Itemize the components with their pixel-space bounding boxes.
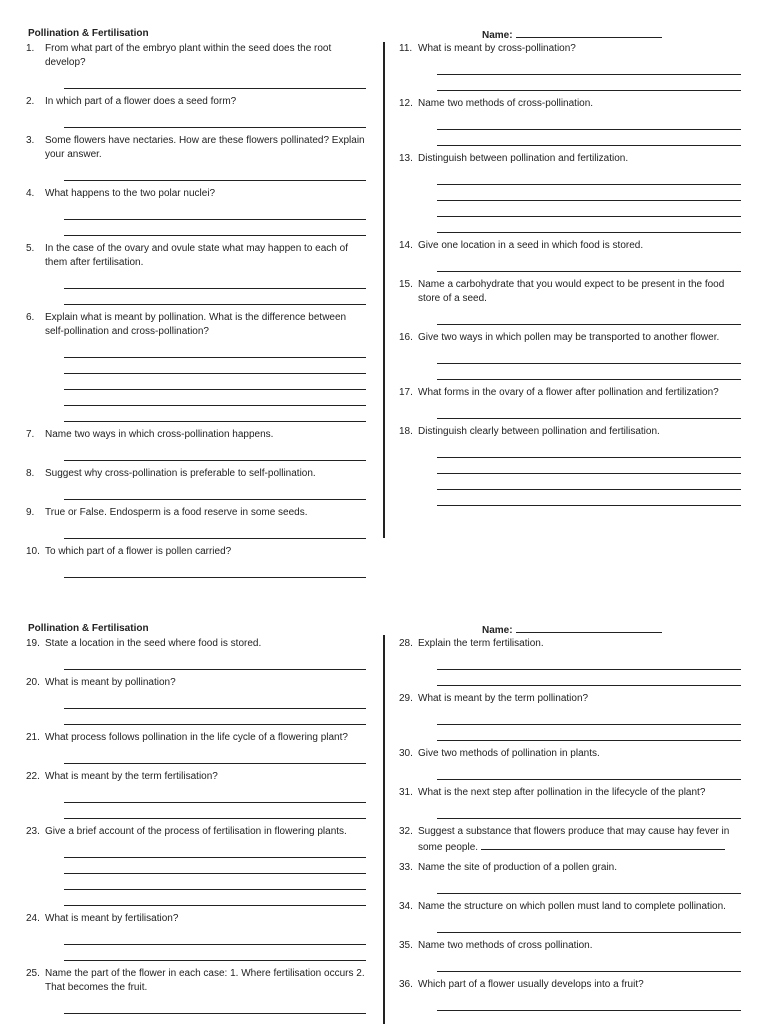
answer-line[interactable]: [64, 995, 366, 1014]
question-text: Suggest why cross-pollination is preferable to self-pollination.: [45, 468, 316, 479]
question-text: Name a carbohydrate that you would expect to be present in the food store of a seed.: [418, 279, 725, 304]
answer-line[interactable]: [64, 220, 366, 236]
question-number: 18.: [399, 426, 413, 437]
question-item: [26, 912, 366, 961]
question-item: [399, 386, 741, 419]
question-item: [399, 239, 741, 272]
question-text: To which part of a flower is pollen carried?: [45, 546, 232, 557]
question-number: 5.: [26, 243, 35, 254]
question-item: [399, 425, 741, 506]
sheet-title: Pollination & Fertilisation: [28, 28, 149, 39]
question-number: 16.: [399, 332, 413, 343]
answer-line[interactable]: [64, 270, 366, 289]
question-number: 31.: [399, 787, 413, 798]
question-item: [399, 278, 741, 325]
answer-line[interactable]: [437, 474, 741, 490]
answer-line[interactable]: [437, 201, 741, 217]
answer-line[interactable]: [64, 745, 366, 764]
question-number: 25.: [26, 968, 40, 979]
question-text: Distinguish clearly between pollination and fertilisation.: [418, 426, 660, 437]
question-item: [399, 861, 741, 894]
answer-line[interactable]: [437, 400, 741, 419]
question-number: 24.: [26, 913, 40, 924]
question-item: [26, 967, 366, 1014]
question-number: 14.: [399, 240, 413, 251]
question-text: Name two methods of cross pollination.: [418, 940, 593, 951]
question-item: [399, 331, 741, 380]
question-number: 6.: [26, 312, 35, 323]
question-text: From what part of the embryo plant within the seed does the root develop?: [45, 43, 332, 68]
worksheet-sheet-2: [0, 595, 768, 1024]
question-text: Name two ways in which cross-pollination happens.: [45, 429, 274, 440]
answer-line[interactable]: [64, 690, 366, 709]
question-text: Distinguish between pollination and fertilization.: [418, 153, 629, 164]
question-number: 3.: [26, 135, 35, 146]
answer-line[interactable]: [64, 162, 366, 181]
question-item: [26, 545, 366, 578]
question-text: What is meant by the term fertilisation?: [45, 771, 218, 782]
question-number: 30.: [399, 748, 413, 759]
answer-line[interactable]: [437, 725, 741, 741]
answer-line[interactable]: [64, 289, 366, 305]
question-number: 22.: [26, 771, 40, 782]
question-number: 13.: [399, 153, 413, 164]
question-text: Give one location in a seed in which food is stored.: [418, 240, 644, 251]
question-text: Name two methods of cross-pollination.: [418, 98, 594, 109]
answer-line[interactable]: [437, 185, 741, 201]
question-text: What is meant by the term pollination?: [418, 693, 589, 704]
answer-line[interactable]: [64, 559, 366, 578]
answer-line[interactable]: [437, 953, 741, 972]
question-number: 15.: [399, 279, 413, 290]
name-label: Name:: [482, 30, 513, 41]
question-item: [26, 187, 366, 236]
question-text: Name the part of the flower in each case: 1. Where fertilisation occurs 2. That becomes the fruit.: [45, 968, 365, 993]
answer-line[interactable]: [64, 442, 366, 461]
answer-line[interactable]: [437, 458, 741, 474]
question-item: [399, 97, 741, 146]
answer-line[interactable]: [64, 784, 366, 803]
question-column-right: [399, 637, 741, 1017]
question-number: 17.: [399, 387, 413, 398]
question-item: [26, 311, 366, 422]
question-item: [26, 731, 366, 764]
name-field: [482, 622, 662, 638]
answer-line[interactable]: [64, 858, 366, 874]
question-item: [26, 428, 366, 461]
answer-line[interactable]: [64, 520, 366, 539]
question-text: Give two methods of pollination in plants.: [418, 748, 600, 759]
answer-line[interactable]: [64, 339, 366, 358]
question-text: What forms in the ovary of a flower after pollination and fertilization?: [418, 387, 719, 398]
answer-line[interactable]: [437, 111, 741, 130]
question-number: 7.: [26, 429, 35, 440]
answer-line[interactable]: [64, 839, 366, 858]
question-column-right: [399, 42, 741, 512]
question-item: [26, 467, 366, 500]
answer-line[interactable]: [64, 945, 366, 961]
question-number: 1.: [26, 43, 35, 54]
question-number: 4.: [26, 188, 35, 199]
name-blank-line[interactable]: [516, 622, 662, 633]
answer-line[interactable]: [64, 390, 366, 406]
answer-line[interactable]: [437, 56, 741, 75]
question-number: 8.: [26, 468, 35, 479]
answer-line[interactable]: [437, 166, 741, 185]
question-text: What is meant by fertilisation?: [45, 913, 179, 924]
question-number: 10.: [26, 546, 40, 557]
answer-line[interactable]: [437, 992, 741, 1011]
question-number: 9.: [26, 507, 35, 518]
question-item: [399, 939, 741, 972]
answer-line[interactable]: [64, 874, 366, 890]
question-item: [399, 978, 741, 1011]
question-column-left: [26, 42, 366, 584]
answer-line[interactable]: [64, 803, 366, 819]
question-item: [26, 770, 366, 819]
question-item: [26, 242, 366, 305]
answer-line[interactable]: [437, 253, 741, 272]
question-text: In which part of a flower does a seed form?: [45, 96, 237, 107]
question-text: Give a brief account of the process of fertilisation in flowering plants.: [45, 826, 347, 837]
question-column-left: [26, 637, 366, 1020]
question-number: 19.: [26, 638, 40, 649]
question-text: Explain the term fertilisation.: [418, 638, 544, 649]
question-item: [26, 42, 366, 89]
question-number: 11.: [399, 43, 413, 54]
answer-line[interactable]: [64, 358, 366, 374]
question-text: What happens to the two polar nuclei?: [45, 188, 216, 199]
name-label: Name:: [482, 625, 513, 636]
question-item: [26, 95, 366, 128]
answer-inline-blank[interactable]: [481, 839, 725, 850]
name-field: [482, 27, 662, 43]
question-text: Some flowers have nectaries. How are these flowers pollinated? Explain your answer.: [45, 135, 365, 160]
name-blank-line[interactable]: [516, 27, 662, 38]
question-item: [399, 747, 741, 780]
question-number: 28.: [399, 638, 413, 649]
answer-line[interactable]: [437, 130, 741, 146]
question-text: What is the next step after pollination in the lifecycle of the plant?: [418, 787, 706, 798]
answer-line[interactable]: [437, 490, 741, 506]
question-item: [26, 637, 366, 670]
answer-line[interactable]: [437, 651, 741, 670]
question-number: 33.: [399, 862, 413, 873]
question-number: 36.: [399, 979, 413, 990]
answer-line[interactable]: [437, 217, 741, 233]
question-item: [399, 637, 741, 686]
question-item: [399, 825, 741, 855]
answer-line[interactable]: [64, 406, 366, 422]
question-item: [399, 42, 741, 91]
question-text: Name the site of production of a pollen grain.: [418, 862, 618, 873]
question-text: In the case of the ovary and ovule state what may happen to each of them after fertilisation.: [45, 243, 348, 268]
question-item: [399, 152, 741, 233]
question-text: True or False. Endosperm is a food reserve in some seeds.: [45, 507, 308, 518]
question-text: What is meant by cross-pollination?: [418, 43, 576, 54]
answer-line[interactable]: [64, 890, 366, 906]
question-item: [399, 692, 741, 741]
question-number: 20.: [26, 677, 40, 688]
question-number: 35.: [399, 940, 413, 951]
answer-line[interactable]: [64, 109, 366, 128]
question-text: Name the structure on which pollen must land to complete pollination.: [418, 901, 726, 912]
question-text: Which part of a flower usually develops into a fruit?: [418, 979, 644, 990]
answer-line[interactable]: [437, 364, 741, 380]
answer-line[interactable]: [437, 761, 741, 780]
answer-line[interactable]: [437, 345, 741, 364]
question-text: Give two ways in which pollen may be transported to another flower.: [418, 332, 720, 343]
answer-line[interactable]: [437, 75, 741, 91]
answer-line[interactable]: [64, 374, 366, 390]
question-item: [26, 825, 366, 906]
answer-line[interactable]: [64, 926, 366, 945]
answer-line[interactable]: [437, 800, 741, 819]
answer-line[interactable]: [437, 914, 741, 933]
answer-line[interactable]: [437, 706, 741, 725]
answer-line[interactable]: [64, 201, 366, 220]
column-divider: [383, 42, 385, 538]
question-text: What is meant by pollination?: [45, 677, 176, 688]
question-number: 29.: [399, 693, 413, 704]
question-text: Suggest a substance that flowers produce that may cause hay fever in some people.: [418, 826, 730, 853]
question-number: 34.: [399, 901, 413, 912]
question-item: [26, 134, 366, 181]
question-text: Explain what is meant by pollination. What is the difference between self-pollination and cross-pollination?: [45, 312, 347, 337]
question-text: What process follows pollination in the life cycle of a flowering plant?: [45, 732, 348, 743]
question-number: 12.: [399, 98, 413, 109]
answer-line[interactable]: [64, 481, 366, 500]
sheet-title: Pollination & Fertilisation: [28, 623, 149, 634]
column-divider: [383, 635, 385, 1024]
answer-line[interactable]: [437, 306, 741, 325]
answer-line[interactable]: [437, 670, 741, 686]
question-item: [399, 900, 741, 933]
answer-line[interactable]: [64, 70, 366, 89]
answer-line[interactable]: [64, 651, 366, 670]
question-item: [399, 786, 741, 819]
question-number: 2.: [26, 96, 35, 107]
question-item: [26, 676, 366, 725]
answer-line[interactable]: [437, 875, 741, 894]
question-text: State a location in the seed where food is stored.: [45, 638, 262, 649]
question-number: 23.: [26, 826, 40, 837]
answer-line[interactable]: [64, 709, 366, 725]
question-number: 21.: [26, 732, 40, 743]
question-number: 32.: [399, 826, 413, 837]
question-item: [26, 506, 366, 539]
answer-line[interactable]: [437, 439, 741, 458]
